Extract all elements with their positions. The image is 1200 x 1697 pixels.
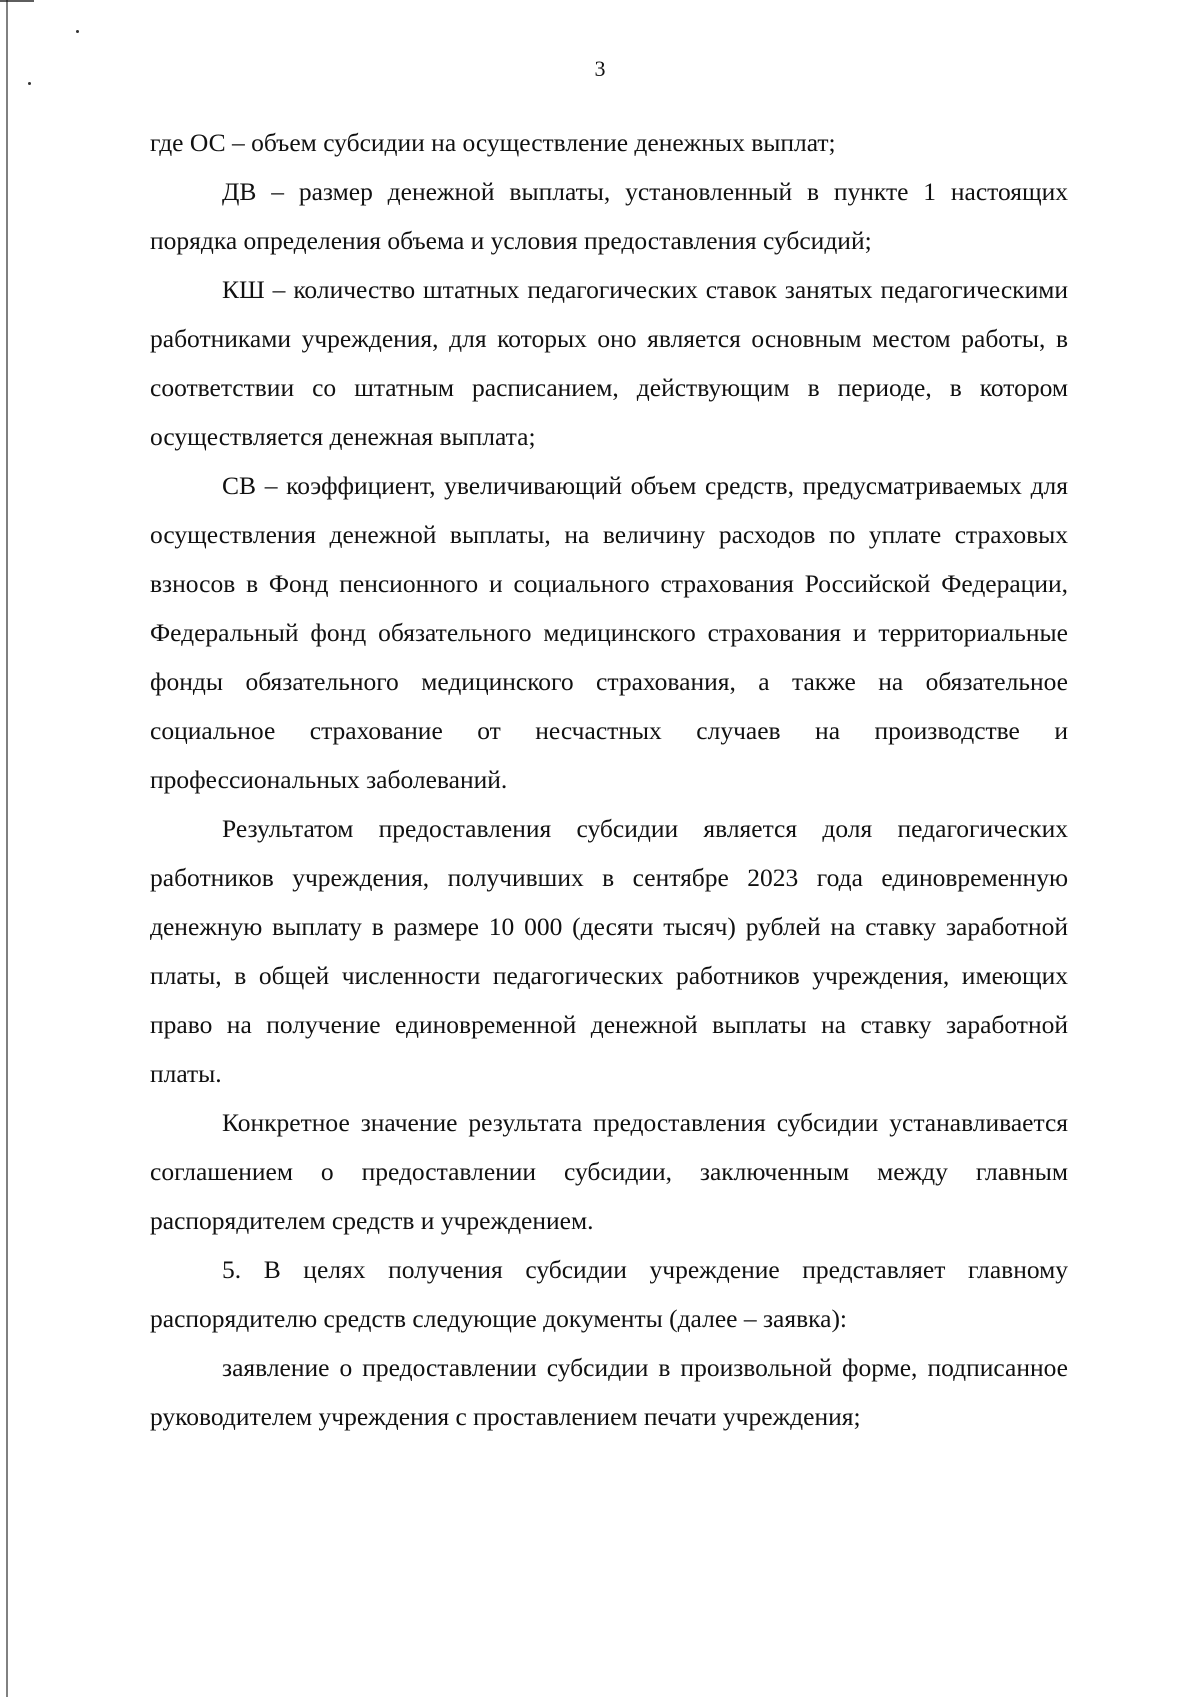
paragraph-result-value: Конкретное значение результата предоставления субсидии устанавливается соглашением о предоставлении субсидии, заключенным между главным распорядителем средств и учреждением. bbox=[150, 1108, 1068, 1235]
document-body bbox=[150, 118, 1068, 1441]
paragraph-dv-definition: ДВ – размер денежной выплаты, установленный в пункте 1 настоящих порядка определения объема и условия предоставления субсидий; bbox=[150, 177, 1068, 255]
scan-top-edge bbox=[0, 0, 34, 2]
paragraph-item-5: 5. В целях получения субсидии учреждение представляет главному распорядителю средств следующие документы (далее – заявка): bbox=[150, 1255, 1068, 1333]
scan-speck bbox=[28, 82, 31, 85]
paragraph-os-definition: где ОС – объем субсидии на осуществление денежных выплат; bbox=[150, 128, 836, 157]
paragraph-ksh-definition: КШ – количество штатных педагогических ставок занятых педагогическими работниками учреждения, для которых оно является основным местом работы, в соответствии со штатным расписанием, действующим в периоде, в котором осуществляется денежная выплата; bbox=[150, 275, 1068, 451]
page-number: 3 bbox=[594, 56, 606, 81]
paragraph-application: заявление о предоставлении субсидии в произвольной форме, подписанное руководителем учреждения с проставлением печати учреждения; bbox=[150, 1353, 1068, 1431]
scan-left-edge bbox=[6, 0, 8, 1697]
paragraph-subsidy-result: Результатом предоставления субсидии является доля педагогических работников учреждения, получивших в сентябре 2023 года единовременную денежную выплату в размере 10 000 (десяти тысяч) рублей на ставку заработной платы, в общей численности педагогических работников учреждения, имеющих право на получение единовременной денежной выплаты на ставку заработной платы. bbox=[150, 814, 1068, 1088]
paragraph-sv-definition: СВ – коэффициент, увеличивающий объем средств, предусматриваемых для осуществления денежной выплаты, на величину расходов по уплате страховых взносов в Фонд пенсионного и социального страхования Российской Федерации, Федеральный фонд обязательного медицинского страхования и территориальные фонды обязательного медицинского страхования, а также на обязательное социальное страхование от несчастных случаев на производстве и профессиональных заболеваний. bbox=[150, 471, 1068, 794]
scan-speck bbox=[76, 30, 79, 33]
